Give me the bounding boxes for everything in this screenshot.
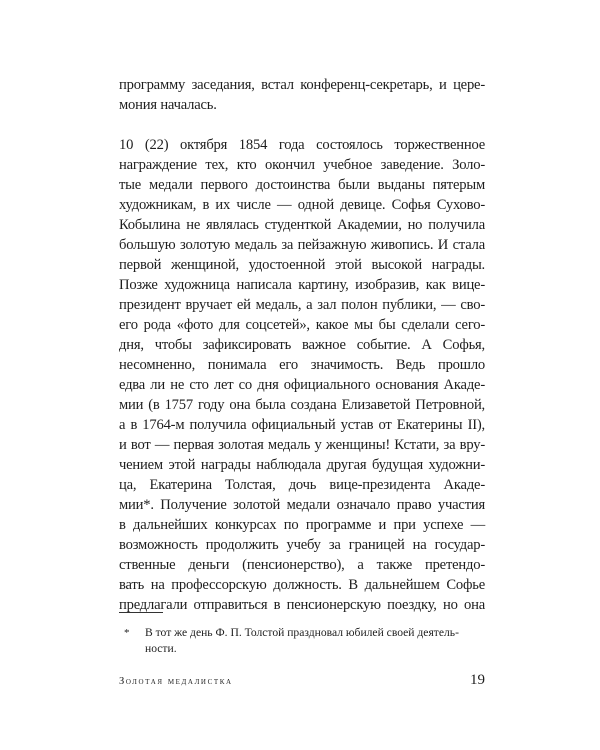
text-line: 10 (22) октября 1854 года состоялось торжественное — [119, 137, 485, 153]
text-line: предлагали отправиться в пенсионерскую поездку, но она — [119, 597, 485, 613]
running-title: Золотая медалистка — [119, 676, 233, 687]
text-line: художникам, в их числе — одной девице. Софья Сухово- — [119, 197, 485, 213]
text-line: а в 1764-м получила официальный устав от Екатерины II), — [119, 417, 485, 433]
text-line: несомненно, понимала его значимость. Ведь прошло — [119, 357, 485, 373]
text-line: мии (в 1757 году она была создана Елизаветой Петровной, — [119, 397, 485, 413]
text-line: президент вручает ей медаль, а зал полон публики, — сво- — [119, 297, 485, 313]
text-line: его рода «фото для соцсетей», какое мы бы сделали сего- — [119, 317, 485, 333]
footnote-line: ности. — [145, 642, 177, 655]
text-line: и вот — первая золотая медаль у женщины! Кстати, за вру- — [119, 437, 485, 453]
text-line: награждение тех, кто окончил учебное заведение. Золо- — [119, 157, 485, 173]
text-line: Кобылина не являлась студенткой Академии, но получила — [119, 217, 485, 233]
text-line: возможность продолжить учебу за границей на государ- — [119, 537, 485, 553]
text-line: Позже художница написала картину, изобразив, как вице- — [119, 277, 485, 293]
text-line: большую золотую медаль за пейзажную живопись. И стала — [119, 237, 485, 253]
footnote-separator — [119, 612, 163, 613]
footnote-marker: * — [124, 627, 130, 639]
text-line: дня, чтобы зафиксировать важное событие. А Софья, — [119, 337, 485, 353]
text-line: программу заседания, встал конференц-секретарь, и цере- — [119, 77, 485, 93]
text-line: первой женщиной, удостоенной этой высокой награды. — [119, 257, 485, 273]
text-line: мии*. Получение золотой медали означало право участия — [119, 497, 485, 513]
text-line: чением этой награды наблюдала другая будущая художни- — [119, 457, 485, 473]
text-line: вать на профессорскую должность. В дальнейшем Софье — [119, 577, 485, 593]
footnote-line: В тот же день Ф. П. Толстой праздновал юбилей своей деятель- — [145, 626, 459, 639]
text-line: едва ли не сто лет со дня официального основания Акаде- — [119, 377, 485, 393]
text-line: мония началась. — [119, 97, 217, 113]
text-line: ца, Екатерина Толстая, дочь вице-президента Акаде- — [119, 477, 485, 493]
text-line: в дальнейших конкурсах по программе и при успехе — — [119, 517, 485, 533]
text-line: ственные деньги (пенсионерство), а также претендо- — [119, 557, 485, 573]
text-line: тые медали первого достоинства были выданы пятерым — [119, 177, 485, 193]
page-number: 19 — [470, 672, 485, 688]
